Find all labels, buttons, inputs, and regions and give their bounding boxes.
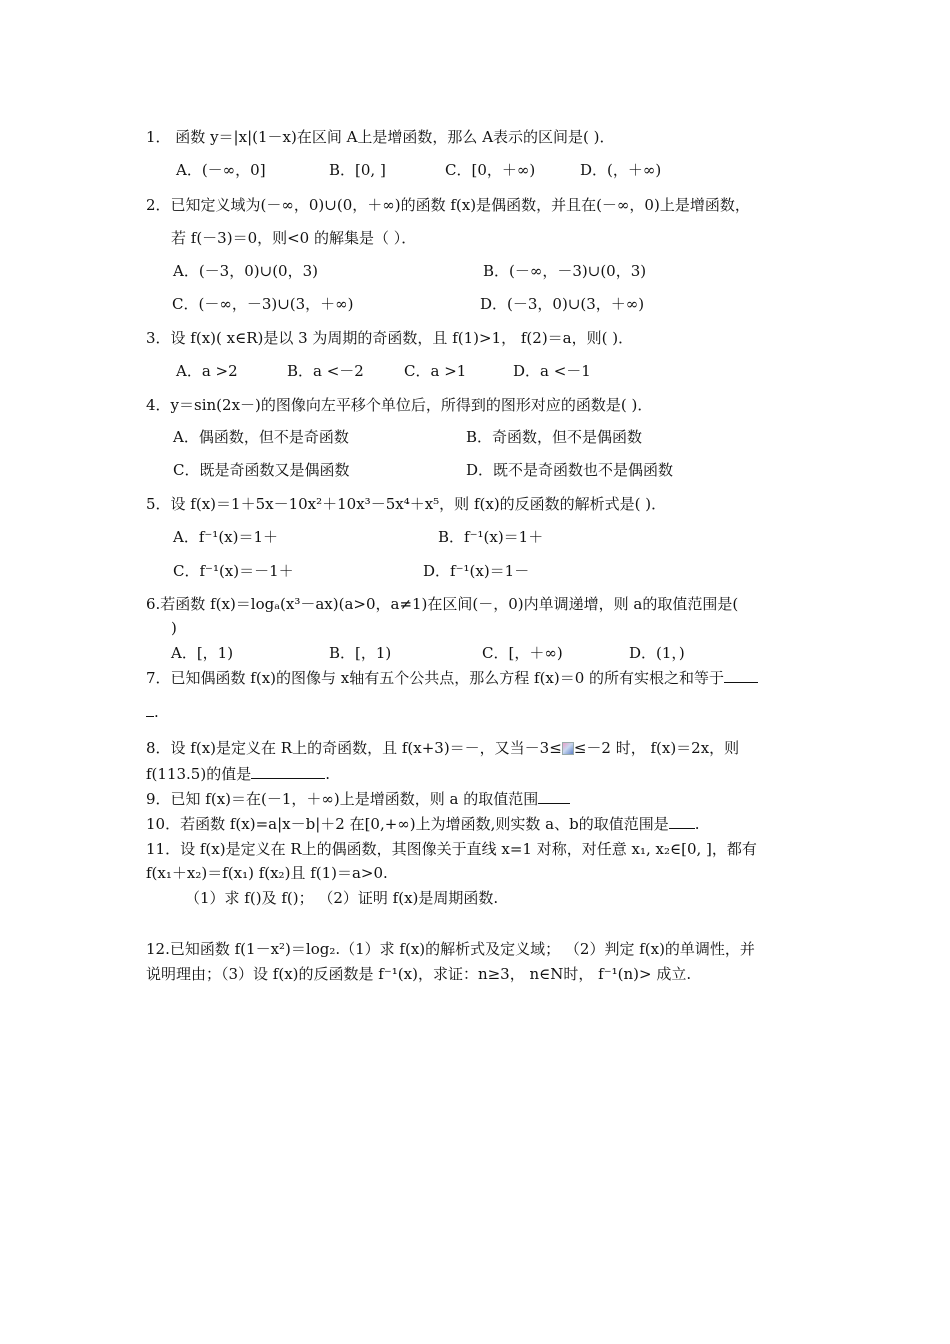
broken-image-icon: [562, 742, 574, 755]
answer-blank-9[interactable]: [538, 789, 570, 804]
question-6-option-b: B．[，1): [329, 644, 392, 662]
question-3-option-c: C．a >1: [404, 362, 467, 380]
question-2-option-a: A．(－3，0)∪(0，3): [173, 262, 318, 280]
question-7-stem-line2: [146, 702, 159, 722]
question-9-stem: [146, 789, 570, 809]
question-12-stem-line1: 12.已知函数 f(1－x²)＝log₂.（1）求 f(x)的解析式及定义域； （2）判定 f(x)的单调性，并: [146, 940, 755, 958]
question-5-option-c: C．f⁻¹(x)＝－1＋: [173, 562, 294, 580]
question-4-option-d: D．既不是奇函数也不是偶函数: [466, 461, 674, 479]
answer-blank-8[interactable]: [251, 764, 325, 779]
question-1-option-a: A．(－∞，0]: [176, 161, 266, 179]
question-4-option-c: C．既是奇函数又是偶函数: [173, 461, 350, 479]
question-5-stem: 5．设 f(x)＝1＋5x－10x²＋10x³－5x⁴＋x⁵，则 f(x)的反函数的解析式是( )．: [146, 495, 667, 513]
question-2-stem-line2: 若 f(－3)＝0，则<0 的解集是（ ）．: [171, 229, 417, 247]
question-12-stem-line2: 说明理由；（3）设 f(x)的反函数是 f⁻¹(x)，求证：n≥3， n∈N时， f⁻¹(n)> 成立.: [146, 965, 692, 983]
question-4-option-a: A．偶函数，但不是奇函数: [173, 428, 349, 446]
question-3-option-d: D．a <－1: [513, 362, 591, 380]
question-2-option-b: B．(－∞，－3)∪(0，3): [483, 262, 647, 280]
question-11-stem-line3: （1）求 f()及 f()； （2）证明 f(x)是周期函数.: [185, 889, 499, 907]
question-3-option-a: A．a >2: [176, 362, 238, 380]
question-4-stem: 4．y＝sin(2x－)的图像向左平移个单位后，所得到的图形对应的函数是( )．: [146, 396, 653, 414]
question-6-stem-line1: 6.若函数 f(x)＝logₐ(x³－ax)(a>0，a≠1)在区间(－，0)内单调递增，则 a的取值范围是(: [146, 595, 739, 613]
question-11-stem-line1: 11．设 f(x)是定义在 R上的偶函数，其图像关于直线 x=1 对称，对任意 x₁, x₂∈[0, ]，都有: [146, 840, 757, 858]
question-7-stem-line1: [146, 668, 758, 688]
question-6-option-a: A．[，1): [171, 644, 234, 662]
question-6-option-c: C．[，＋∞): [482, 644, 563, 662]
question-2-stem-line1: 2．已知定义域为(－∞，0)∪(0，＋∞)的函数 f(x)是偶函数，并且在(－∞，0)上是增函数，: [146, 196, 750, 214]
question-8-stem-line1: [146, 738, 739, 758]
question-8-stem-line2: [146, 764, 330, 784]
question-3-stem: 3．设 f(x)( x∈R)是以 3 为周期的奇函数，且 f(1)>1， f(2)＝a，则( )．: [146, 329, 634, 347]
question-8-stem-part2: ≤－2 时， f(x)＝2x，则: [573, 739, 740, 757]
question-5-option-d: D．f⁻¹(x)＝1－: [423, 562, 530, 580]
question-7-stem-text: 7．已知偶函数 f(x)的图像与 x轴有五个公共点，那么方程 f(x)＝0 的所有实根之和等于: [146, 669, 725, 687]
question-7-period: .: [154, 703, 159, 721]
question-5-option-a: A．f⁻¹(x)＝1＋: [173, 528, 279, 546]
question-1-option-b: B．[0, ]: [329, 161, 386, 179]
question-5-option-b: B．f⁻¹(x)＝1＋: [438, 528, 544, 546]
question-4-option-b: B．奇函数，但不是偶函数: [466, 428, 643, 446]
question-10-stem-text: 10．若函数 f(x)=a|x－b|＋2 在[0,+∞)上为增函数,则实数 a、b的取值范围是: [146, 815, 669, 833]
question-2-option-d: D．(－3，0)∪(3，＋∞): [480, 295, 645, 313]
question-1-stem: 1． 函数 y＝|x|(1－x)在区间 A上是增函数，那么 A表示的区间是( )．: [146, 128, 615, 146]
question-8-period: .: [325, 765, 330, 783]
question-6-option-d: D．(1，): [629, 644, 685, 662]
answer-blank-7[interactable]: [724, 668, 758, 683]
question-2-option-c: C．(－∞，－3)∪(3，＋∞): [172, 295, 354, 313]
question-6-stem-line2: ): [171, 619, 177, 637]
question-3-option-b: B．a <－2: [287, 362, 364, 380]
question-8-stem-part1: 8．设 f(x)是定义在 R上的奇函数，且 f(x+3)＝－，又当－3≤: [146, 739, 562, 757]
question-10-stem: [146, 814, 700, 834]
answer-blank-10[interactable]: [669, 814, 695, 829]
question-1-option-c: C．[0，＋∞): [445, 161, 536, 179]
question-8-stem-part3: f(113.5)的值是: [146, 765, 252, 783]
question-11-stem-line2: f(x₁＋x₂)＝f(x₁) f(x₂)且 f(1)＝a>0.: [146, 864, 388, 882]
question-1-option-d: D．(，＋∞): [580, 161, 662, 179]
question-9-stem-text: 9．已知 f(x)＝在(－1，＋∞)上是增函数，则 a 的取值范围: [146, 790, 539, 808]
question-10-period: .: [694, 815, 700, 833]
answer-blank-7-cont[interactable]: [146, 702, 154, 717]
